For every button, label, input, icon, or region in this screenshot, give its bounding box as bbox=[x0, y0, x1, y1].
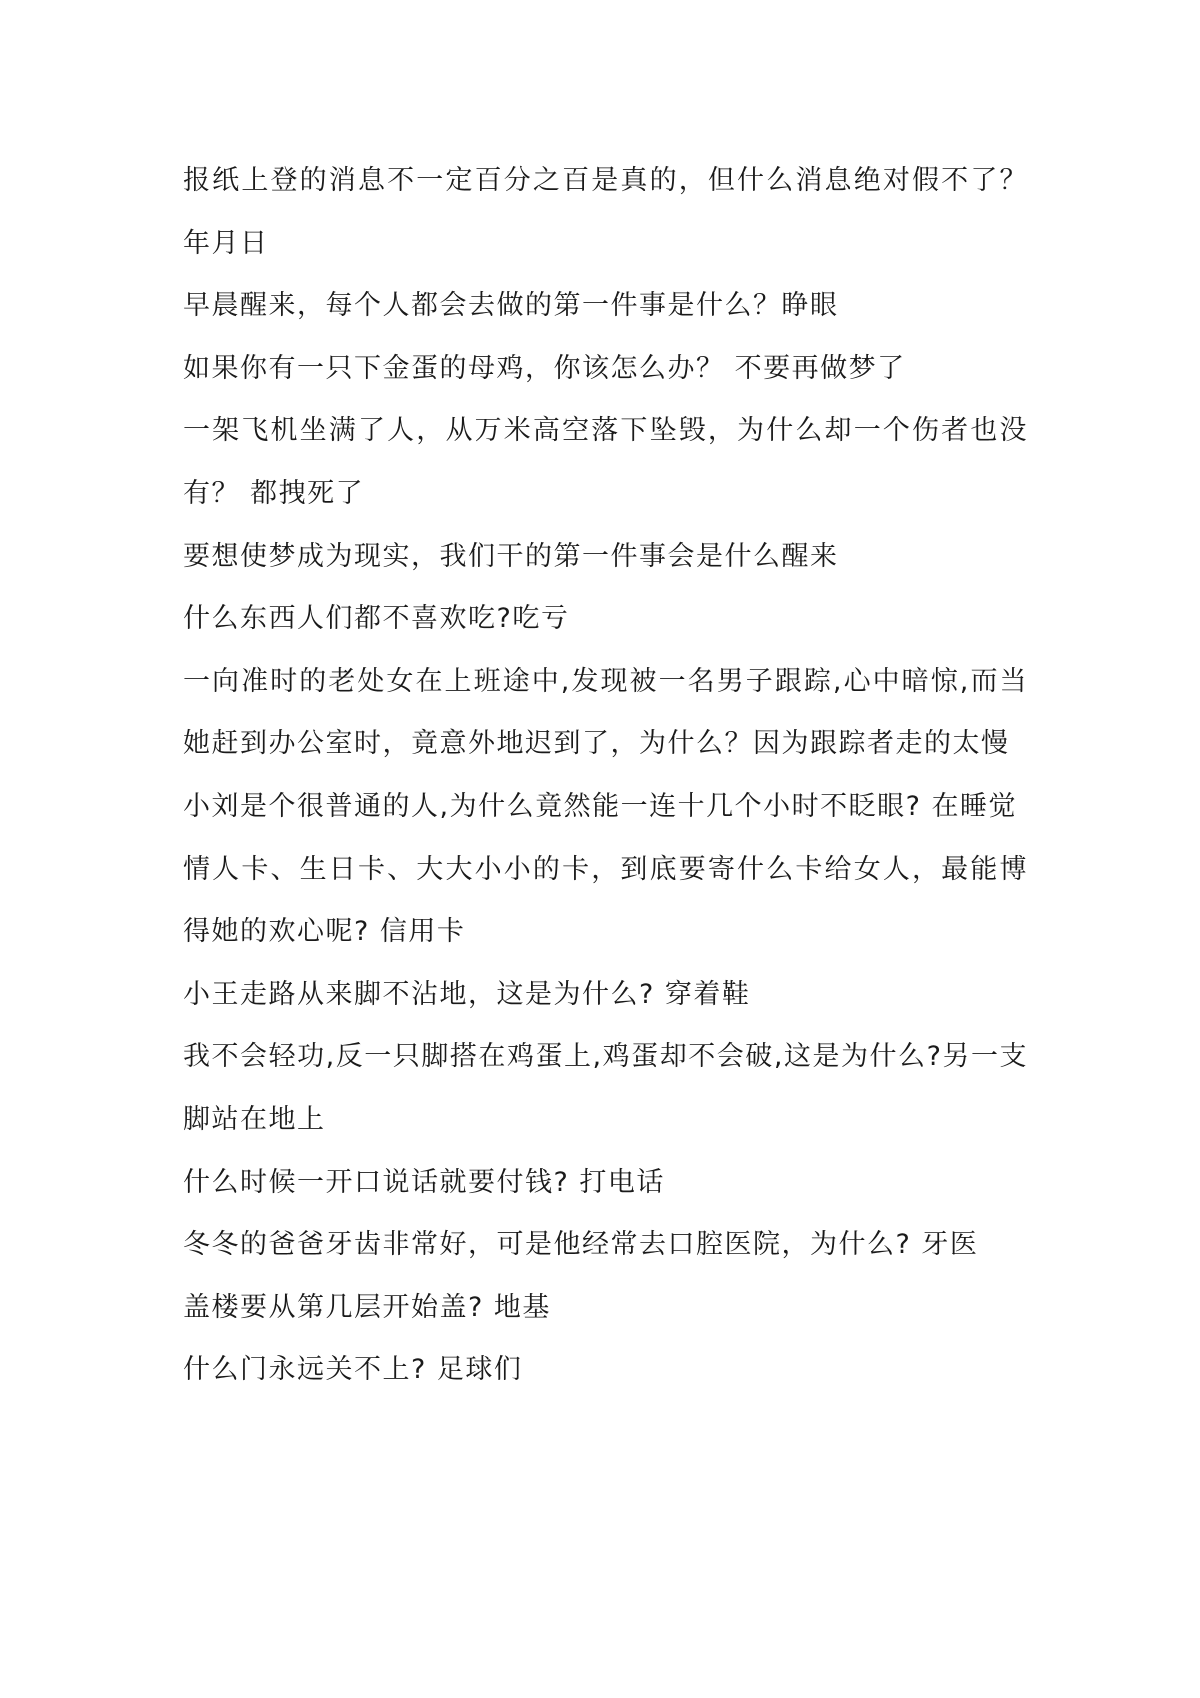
paragraph-11: 我不会轻功,反一只脚搭在鸡蛋上,鸡蛋却不会破,这是为什么?另一支脚站在地上 bbox=[183, 1041, 1028, 1135]
paragraph-4: 一架飞机坐满了人，从万米高空落下坠毁，为什么却一个伤者也没有？ 都拽死了 bbox=[183, 415, 1028, 509]
paragraph-14: 盖楼要从第几层开始盖? 地基 bbox=[183, 1291, 551, 1323]
paragraph-10: 小王走路从来脚不沾地，这是为什么? 穿着鞋 bbox=[183, 978, 751, 1010]
paragraph-2: 早晨醒来，每个人都会去做的第一件事是什么？睁眼 bbox=[183, 290, 839, 322]
paragraph-7: 一向准时的老处女在上班途中,发现被一名男子跟踪,心中暗惊,而当她赶到办公室时，竟意外地迟到了，为什么？因为跟踪者走的太慢 bbox=[183, 665, 1028, 760]
paragraph-9: 情人卡、生日卡、大大小小的卡，到底要寄什么卡给女人，最能博得她的欢心呢? 信用卡 bbox=[183, 853, 1028, 948]
paragraph-3: 如果你有一只下金蛋的母鸡，你该怎么办？ 不要再做梦了 bbox=[183, 352, 906, 384]
paragraph-5: 要想使梦成为现实，我们干的第一件事会是什么醒来 bbox=[183, 540, 839, 572]
document-body bbox=[183, 150, 1028, 1402]
paragraph-8: 小刘是个很普通的人,为什么竟然能一连十几个小时不眨眼? 在睡觉 bbox=[183, 790, 1017, 822]
paragraph-12: 什么时候一开口说话就要付钱? 打电话 bbox=[183, 1166, 665, 1198]
paragraph-13: 冬冬的爸爸牙齿非常好，可是他经常去口腔医院，为什么? 牙医 bbox=[183, 1229, 979, 1261]
paragraph-15: 什么门永远关不上? 足球们 bbox=[183, 1354, 523, 1386]
paragraph-1: 报纸上登的消息不一定百分之百是真的，但什么消息绝对假不了？年月日 bbox=[183, 165, 1028, 259]
paragraph-6: 什么东西人们都不喜欢吃?吃亏 bbox=[183, 603, 570, 635]
